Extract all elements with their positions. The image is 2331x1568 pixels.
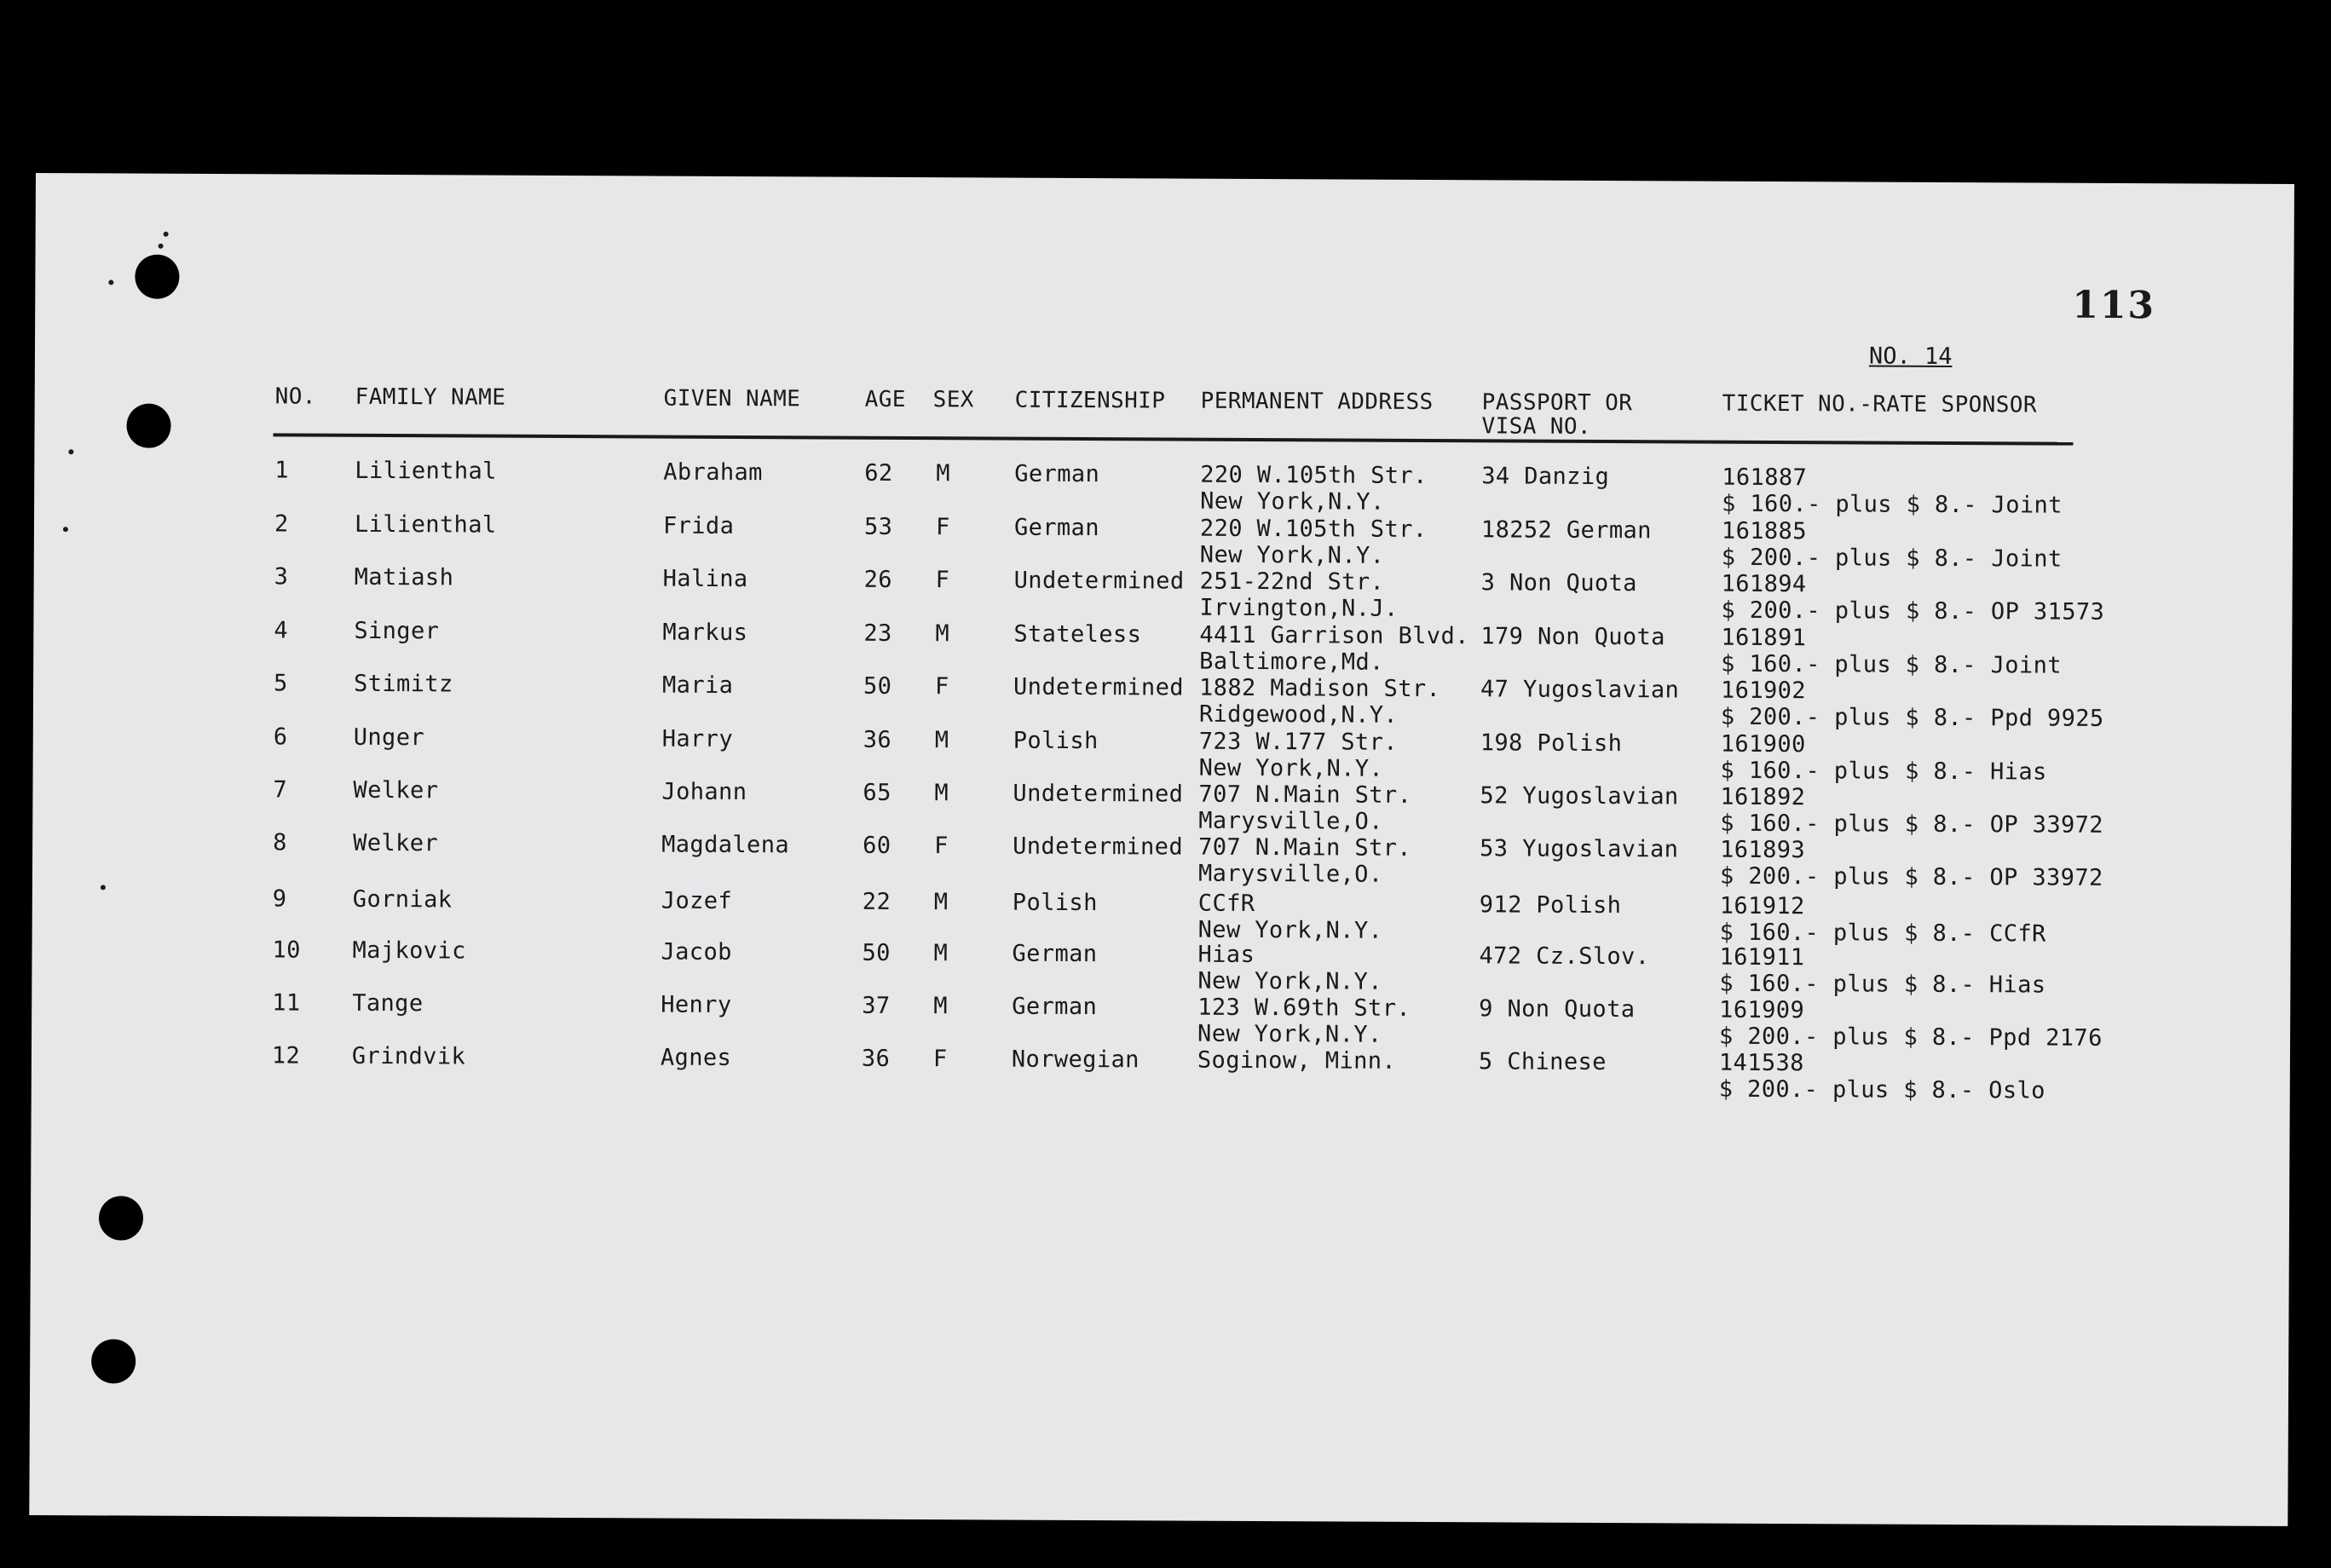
row-passport: 18252 German bbox=[1480, 516, 1652, 545]
row-address-city: New York,N.Y. bbox=[1197, 967, 1382, 995]
row-address-city: New York,N.Y. bbox=[1199, 541, 1385, 569]
row-no: 11 bbox=[272, 989, 301, 1017]
row-passport: 198 Polish bbox=[1480, 729, 1623, 758]
row-family-name: Lilienthal bbox=[355, 457, 497, 485]
row-sex: M bbox=[933, 940, 949, 967]
row-sex: F bbox=[932, 1046, 948, 1073]
row-age: 26 bbox=[863, 566, 893, 593]
row-family-name: Unger bbox=[353, 723, 425, 752]
row-sex: F bbox=[935, 567, 950, 594]
speck bbox=[101, 885, 106, 890]
row-ticket: 161909 bbox=[1719, 996, 1805, 1024]
row-rate-sponsor: $ 200.- plus $ 8.- OP 31573 bbox=[1721, 597, 2105, 625]
row-rate-sponsor: $ 200.- plus $ 8.- Joint bbox=[1721, 544, 2063, 573]
row-given-name: Jozef bbox=[661, 887, 733, 915]
row-ticket: 161911 bbox=[1719, 943, 1805, 971]
speck bbox=[108, 280, 113, 285]
speck bbox=[68, 449, 73, 454]
row-address-street: CCfR bbox=[1197, 890, 1255, 918]
row-address-city: New York,N.Y. bbox=[1197, 916, 1383, 944]
row-address-city: Marysville,O. bbox=[1197, 860, 1383, 888]
row-sex: F bbox=[935, 514, 950, 541]
row-citizenship: Stateless bbox=[1013, 620, 1142, 649]
page-number: 113 bbox=[2072, 283, 2156, 328]
header-sex: SEX bbox=[932, 387, 974, 413]
row-address-city: Ridgewood,N.Y. bbox=[1198, 700, 1399, 729]
header-passport: PASSPORT OR bbox=[1481, 389, 1633, 417]
header-age: AGE bbox=[864, 386, 906, 412]
row-no: 4 bbox=[274, 617, 289, 644]
row-family-name: Tange bbox=[352, 989, 424, 1017]
row-rate-sponsor: $ 200.- plus $ 8.- Ppd 9925 bbox=[1720, 703, 2104, 732]
row-rate-sponsor: $ 160.- plus $ 8.- CCfR bbox=[1719, 919, 2046, 948]
speck bbox=[164, 232, 169, 237]
row-sex: M bbox=[935, 620, 950, 648]
row-passport: 3 Non Quota bbox=[1480, 569, 1637, 597]
row-address-street: 123 W.69th Str. bbox=[1197, 994, 1411, 1022]
header-no: NO. bbox=[274, 383, 316, 410]
row-sex: M bbox=[934, 727, 949, 754]
row-no: 3 bbox=[274, 563, 289, 591]
row-address-street: 4411 Garrison Blvd. bbox=[1199, 621, 1469, 650]
document-sheet bbox=[29, 173, 2294, 1526]
row-given-name: Halina bbox=[662, 565, 748, 593]
row-sex: M bbox=[933, 993, 948, 1020]
row-family-name: Gorniak bbox=[352, 885, 453, 914]
row-rate-sponsor: $ 200.- plus $ 8.- Ppd 2176 bbox=[1718, 1023, 2103, 1052]
row-no: 9 bbox=[272, 885, 287, 913]
header-rule bbox=[273, 433, 2073, 445]
row-passport: 179 Non Quota bbox=[1480, 623, 1665, 651]
row-age: 50 bbox=[862, 939, 891, 966]
row-rate-sponsor: $ 200.- plus $ 8.- Oslo bbox=[1718, 1075, 2045, 1104]
row-rate-sponsor: $ 160.- plus $ 8.- Joint bbox=[1721, 650, 2063, 679]
row-given-name: Jacob bbox=[661, 938, 732, 966]
row-ticket: 141538 bbox=[1718, 1049, 1804, 1077]
row-passport: 9 Non Quota bbox=[1479, 995, 1636, 1023]
row-ticket: 161887 bbox=[1722, 464, 1808, 492]
row-family-name: Stimitz bbox=[353, 670, 453, 698]
row-rate-sponsor: $ 160.- plus $ 8.- Joint bbox=[1722, 490, 2063, 519]
row-passport: 34 Danzig bbox=[1481, 463, 1610, 491]
row-given-name: Harry bbox=[661, 725, 734, 753]
row-no: 12 bbox=[271, 1042, 301, 1069]
binder-hole bbox=[99, 1196, 143, 1240]
row-given-name: Agnes bbox=[660, 1044, 732, 1072]
row-rate-sponsor: $ 200.- plus $ 8.- OP 33972 bbox=[1719, 862, 2103, 891]
row-age: 60 bbox=[863, 832, 891, 859]
row-citizenship: Undetermined bbox=[1013, 833, 1184, 861]
row-rate-sponsor: $ 160.- plus $ 8.- Hias bbox=[1720, 757, 2047, 786]
header-family-name: FAMILY NAME bbox=[355, 383, 506, 411]
row-ticket: 161892 bbox=[1720, 783, 1806, 811]
row-no: 1 bbox=[274, 457, 290, 484]
row-address-street: Hias bbox=[1197, 941, 1255, 968]
binder-hole bbox=[135, 255, 179, 299]
row-passport: 472 Cz.Slov. bbox=[1479, 943, 1650, 971]
speck bbox=[63, 527, 68, 532]
row-family-name: Welker bbox=[353, 776, 439, 804]
row-address-street: 707 N.Main Str. bbox=[1198, 833, 1412, 862]
row-no: 6 bbox=[273, 723, 288, 751]
row-address-city: New York,N.Y. bbox=[1197, 1020, 1382, 1048]
row-address-street: 707 N.Main Str. bbox=[1198, 781, 1412, 809]
row-family-name: Welker bbox=[353, 829, 439, 857]
row-ticket: 161912 bbox=[1719, 892, 1805, 920]
row-address-street: Soginow, Minn. bbox=[1197, 1046, 1397, 1075]
row-no: 8 bbox=[273, 829, 287, 856]
row-sex: M bbox=[933, 889, 949, 916]
row-citizenship: Undetermined bbox=[1013, 567, 1185, 595]
row-sex: M bbox=[936, 460, 951, 487]
row-no: 2 bbox=[274, 510, 289, 538]
row-rate-sponsor: $ 160.- plus $ 8.- Hias bbox=[1719, 970, 2046, 999]
row-citizenship: Undetermined bbox=[1013, 673, 1185, 701]
header-ticket-rate-sponsor: TICKET NO.-RATE SPONSOR bbox=[1722, 390, 2038, 418]
row-citizenship: Norwegian bbox=[1011, 1046, 1140, 1074]
row-address-city: Baltimore,Md. bbox=[1199, 648, 1384, 676]
row-age: 36 bbox=[863, 726, 892, 753]
header-citizenship: CITIZENSHIP bbox=[1014, 387, 1166, 414]
row-age: 62 bbox=[864, 459, 893, 487]
row-citizenship: Undetermined bbox=[1013, 780, 1184, 808]
row-age: 22 bbox=[862, 888, 891, 915]
row-age: 53 bbox=[863, 513, 893, 540]
row-age: 36 bbox=[861, 1045, 891, 1072]
row-passport: 47 Yugoslavian bbox=[1480, 676, 1680, 704]
row-given-name: Magdalena bbox=[661, 831, 790, 859]
header-visa-no: VISA NO. bbox=[1481, 413, 1592, 440]
row-address-street: 220 W.105th Str. bbox=[1199, 515, 1428, 543]
binder-hole bbox=[91, 1339, 136, 1383]
row-family-name: Majkovic bbox=[352, 937, 466, 965]
row-given-name: Markus bbox=[662, 619, 748, 647]
header-given-name: GIVEN NAME bbox=[663, 385, 801, 412]
row-age: 37 bbox=[862, 992, 891, 1019]
row-address-street: 1882 Madison Str. bbox=[1198, 674, 1441, 703]
row-sex: F bbox=[934, 833, 949, 860]
row-age: 65 bbox=[863, 779, 891, 806]
row-address-city: Irvington,N.J. bbox=[1199, 594, 1399, 622]
row-family-name: Grindvik bbox=[351, 1042, 466, 1070]
row-citizenship: Polish bbox=[1013, 727, 1099, 755]
row-citizenship: German bbox=[1012, 993, 1098, 1021]
row-given-name: Frida bbox=[662, 512, 735, 540]
row-sex: F bbox=[934, 673, 949, 700]
row-ticket: 161893 bbox=[1720, 836, 1806, 864]
row-family-name: Singer bbox=[354, 617, 440, 645]
row-address-city: New York,N.Y. bbox=[1200, 487, 1385, 516]
row-address-city: New York,N.Y. bbox=[1198, 754, 1384, 782]
row-address-street: 723 W.177 Str. bbox=[1198, 728, 1399, 756]
row-passport: 53 Yugoslavian bbox=[1480, 835, 1679, 863]
row-address-street: 251-22nd Str. bbox=[1199, 568, 1385, 596]
row-address-city: Marysville,O. bbox=[1198, 807, 1383, 835]
row-ticket: 161885 bbox=[1721, 517, 1807, 545]
row-citizenship: German bbox=[1014, 460, 1100, 488]
row-given-name: Maria bbox=[661, 672, 734, 700]
row-ticket: 161902 bbox=[1720, 677, 1807, 705]
row-no: 7 bbox=[273, 776, 288, 804]
row-rate-sponsor: $ 160.- plus $ 8.- OP 33972 bbox=[1720, 810, 2104, 839]
list-number: NO. 14 bbox=[1868, 343, 1953, 370]
row-age: 50 bbox=[863, 672, 892, 700]
row-given-name: Johann bbox=[661, 778, 747, 806]
row-age: 23 bbox=[863, 620, 892, 647]
row-family-name: Lilienthal bbox=[354, 510, 497, 539]
row-no: 10 bbox=[272, 937, 301, 964]
row-ticket: 161891 bbox=[1721, 624, 1807, 652]
row-passport: 912 Polish bbox=[1479, 891, 1622, 919]
binder-hole bbox=[126, 404, 170, 448]
row-citizenship: German bbox=[1013, 514, 1099, 542]
row-citizenship: Polish bbox=[1012, 889, 1098, 917]
row-given-name: Henry bbox=[661, 991, 732, 1019]
row-no: 5 bbox=[274, 670, 288, 697]
row-family-name: Matiash bbox=[354, 563, 454, 591]
row-ticket: 161894 bbox=[1721, 570, 1807, 598]
row-citizenship: German bbox=[1012, 940, 1098, 968]
row-sex: M bbox=[934, 780, 949, 807]
header-permanent-address: PERMANENT ADDRESS bbox=[1200, 388, 1434, 416]
row-address-street: 220 W.105th Str. bbox=[1200, 461, 1428, 489]
row-ticket: 161900 bbox=[1720, 730, 1806, 758]
row-passport: 52 Yugoslavian bbox=[1480, 782, 1679, 810]
row-passport: 5 Chinese bbox=[1478, 1048, 1607, 1076]
speck bbox=[159, 244, 164, 249]
row-given-name: Abraham bbox=[663, 458, 763, 487]
